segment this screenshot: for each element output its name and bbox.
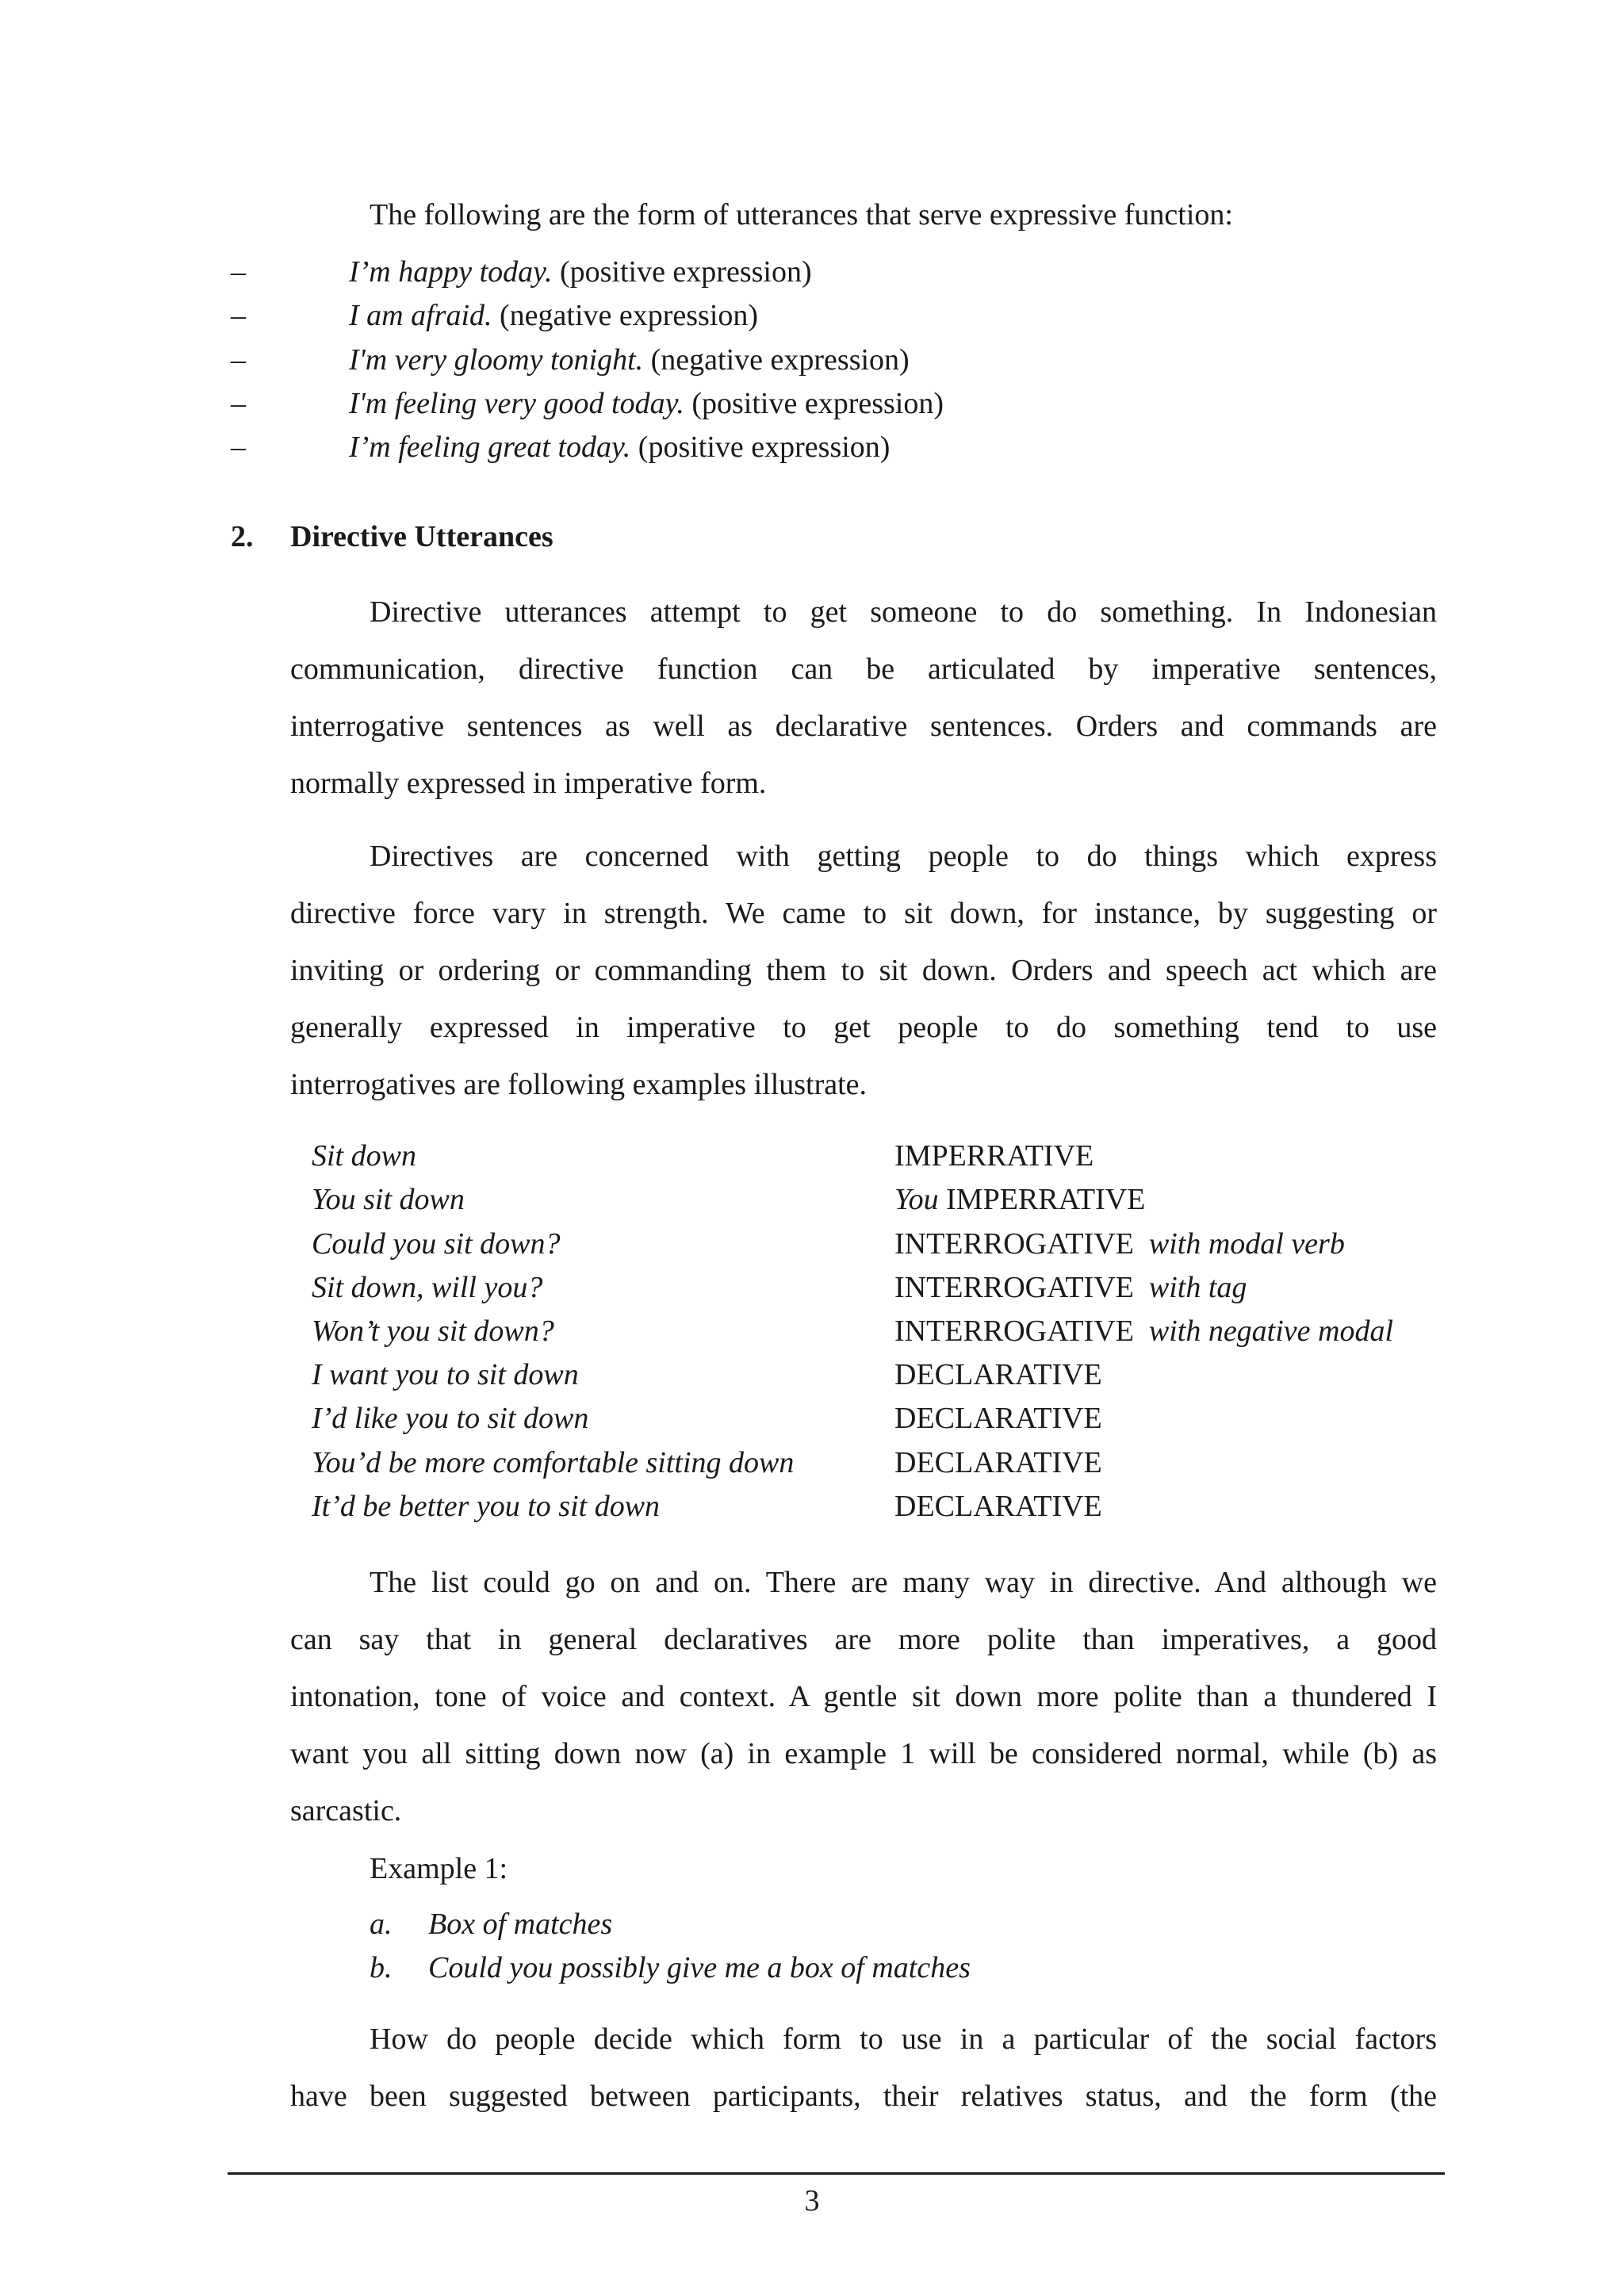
example-form (894, 1312, 1393, 1350)
example-utterance: I want you to sit down (312, 1358, 579, 1391)
form-label: DECLARATIVE (894, 1446, 1102, 1479)
paragraph-line: can say that in general declaratives are more polite than imperatives, a good (290, 1623, 1437, 1656)
example-marker: b. (370, 1951, 393, 1984)
bullet-marker: – (231, 430, 246, 464)
intro-text: The following are the form of utterances that serve expressive function: (370, 198, 1233, 232)
bullet-note: (negative expression) (650, 343, 910, 377)
form-label: IMPERRATIVE (894, 1139, 1094, 1173)
paragraph-line: interrogatives are following examples illustrate. (290, 1068, 868, 1101)
form-label: INTERROGATIVE (894, 1227, 1134, 1261)
form-label: INTERROGATIVE (894, 1271, 1134, 1304)
example-text: Could you possibly give me a box of matches (428, 1951, 971, 1984)
paragraph-line: normally expressed in imperative form. (290, 767, 767, 800)
example-utterance: Sit down (312, 1139, 416, 1173)
example-marker: a. (370, 1908, 393, 1941)
example-text: Box of matches (428, 1908, 613, 1941)
example-form (894, 1487, 1102, 1525)
section-title: Directive Utterances (290, 520, 553, 553)
example-utterance: Could you sit down? (312, 1227, 561, 1261)
paragraph-line: interrogative sentences as well as declarative sentences. Orders and commands are (290, 710, 1437, 743)
bullet-note: (negative expression) (500, 299, 759, 332)
bullet-marker: – (231, 299, 246, 332)
bullet-note: (positive expression) (638, 430, 891, 464)
example-form (894, 1399, 1102, 1437)
section-number: 2. (231, 520, 254, 553)
bullet-utterance: I’m feeling great today. (349, 430, 631, 464)
paragraph-line: inviting or ordering or commanding them to sit down. Orders and speech act which are (290, 954, 1437, 987)
form-label: DECLARATIVE (894, 1358, 1102, 1391)
example-utterance: I’d like you to sit down (312, 1402, 589, 1435)
paragraph-line: communication, directive function can be articulated by imperative sentences, (290, 652, 1437, 686)
form-prefix: You (894, 1183, 939, 1216)
bullet-utterance: I am afraid. (349, 299, 492, 332)
bullet-marker: – (231, 387, 246, 420)
form-label: DECLARATIVE (894, 1490, 1102, 1523)
form-note: with negative modal (1148, 1314, 1394, 1348)
example-utterance: Won’t you sit down? (312, 1314, 554, 1348)
example-utterance: You sit down (312, 1183, 465, 1216)
example-form (894, 1356, 1102, 1394)
bullet-note: (positive expression) (691, 387, 944, 420)
paragraph-line: want you all sitting down now (a) in example 1 will be considered normal, while (b) as (290, 1737, 1437, 1770)
paragraph-line: directive force vary in strength. We came to sit down, for instance, by suggesting or (290, 897, 1437, 930)
bullet-utterance: I'm very gloomy tonight. (349, 343, 644, 377)
example-utterance: You’d be more comfortable sitting down (312, 1446, 795, 1479)
bullet-note: (positive expression) (559, 255, 812, 289)
example-form (894, 1181, 1145, 1219)
example-form (894, 1137, 1094, 1175)
paragraph-line: have been suggested between participants, their relatives status, and the form (the (290, 2080, 1437, 2113)
paragraph-line: Directives are concerned with getting people to do things which express (370, 840, 1437, 873)
bullet-utterance: I’m happy today. (349, 255, 553, 289)
form-note: with modal verb (1148, 1227, 1345, 1261)
form-label: IMPERRATIVE (946, 1183, 1146, 1216)
example-utterance: Sit down, will you? (312, 1271, 543, 1304)
example-form (894, 1444, 1102, 1482)
form-note: with tag (1148, 1271, 1247, 1304)
bullet-utterance: I'm feeling very good today. (349, 387, 684, 420)
form-label: DECLARATIVE (894, 1402, 1102, 1435)
example-utterance: It’d be better you to sit down (312, 1490, 661, 1523)
paragraph-line: Directive utterances attempt to get someone to do something. In Indonesian (370, 595, 1437, 629)
example-form (894, 1269, 1247, 1307)
example-label: Example 1: (370, 1852, 508, 1885)
form-label: INTERROGATIVE (894, 1314, 1134, 1348)
paragraph-line: The list could go on and on. There are many way in directive. And although we (370, 1566, 1437, 1599)
page-number: 3 (804, 2184, 820, 2218)
example-form (894, 1225, 1345, 1263)
paragraph-line: generally expressed in imperative to get people to do something tend to use (290, 1011, 1437, 1044)
bullet-marker: – (231, 255, 246, 289)
paragraph-line: intonation, tone of voice and context. A gentle sit down more polite than a thundered I (290, 1680, 1437, 1713)
footer-rule (228, 2172, 1445, 2175)
paragraph-line: How do people decide which form to use in a particular of the social factors (370, 2022, 1437, 2056)
bullet-marker: – (231, 343, 246, 377)
paragraph-line: sarcastic. (290, 1794, 402, 1827)
